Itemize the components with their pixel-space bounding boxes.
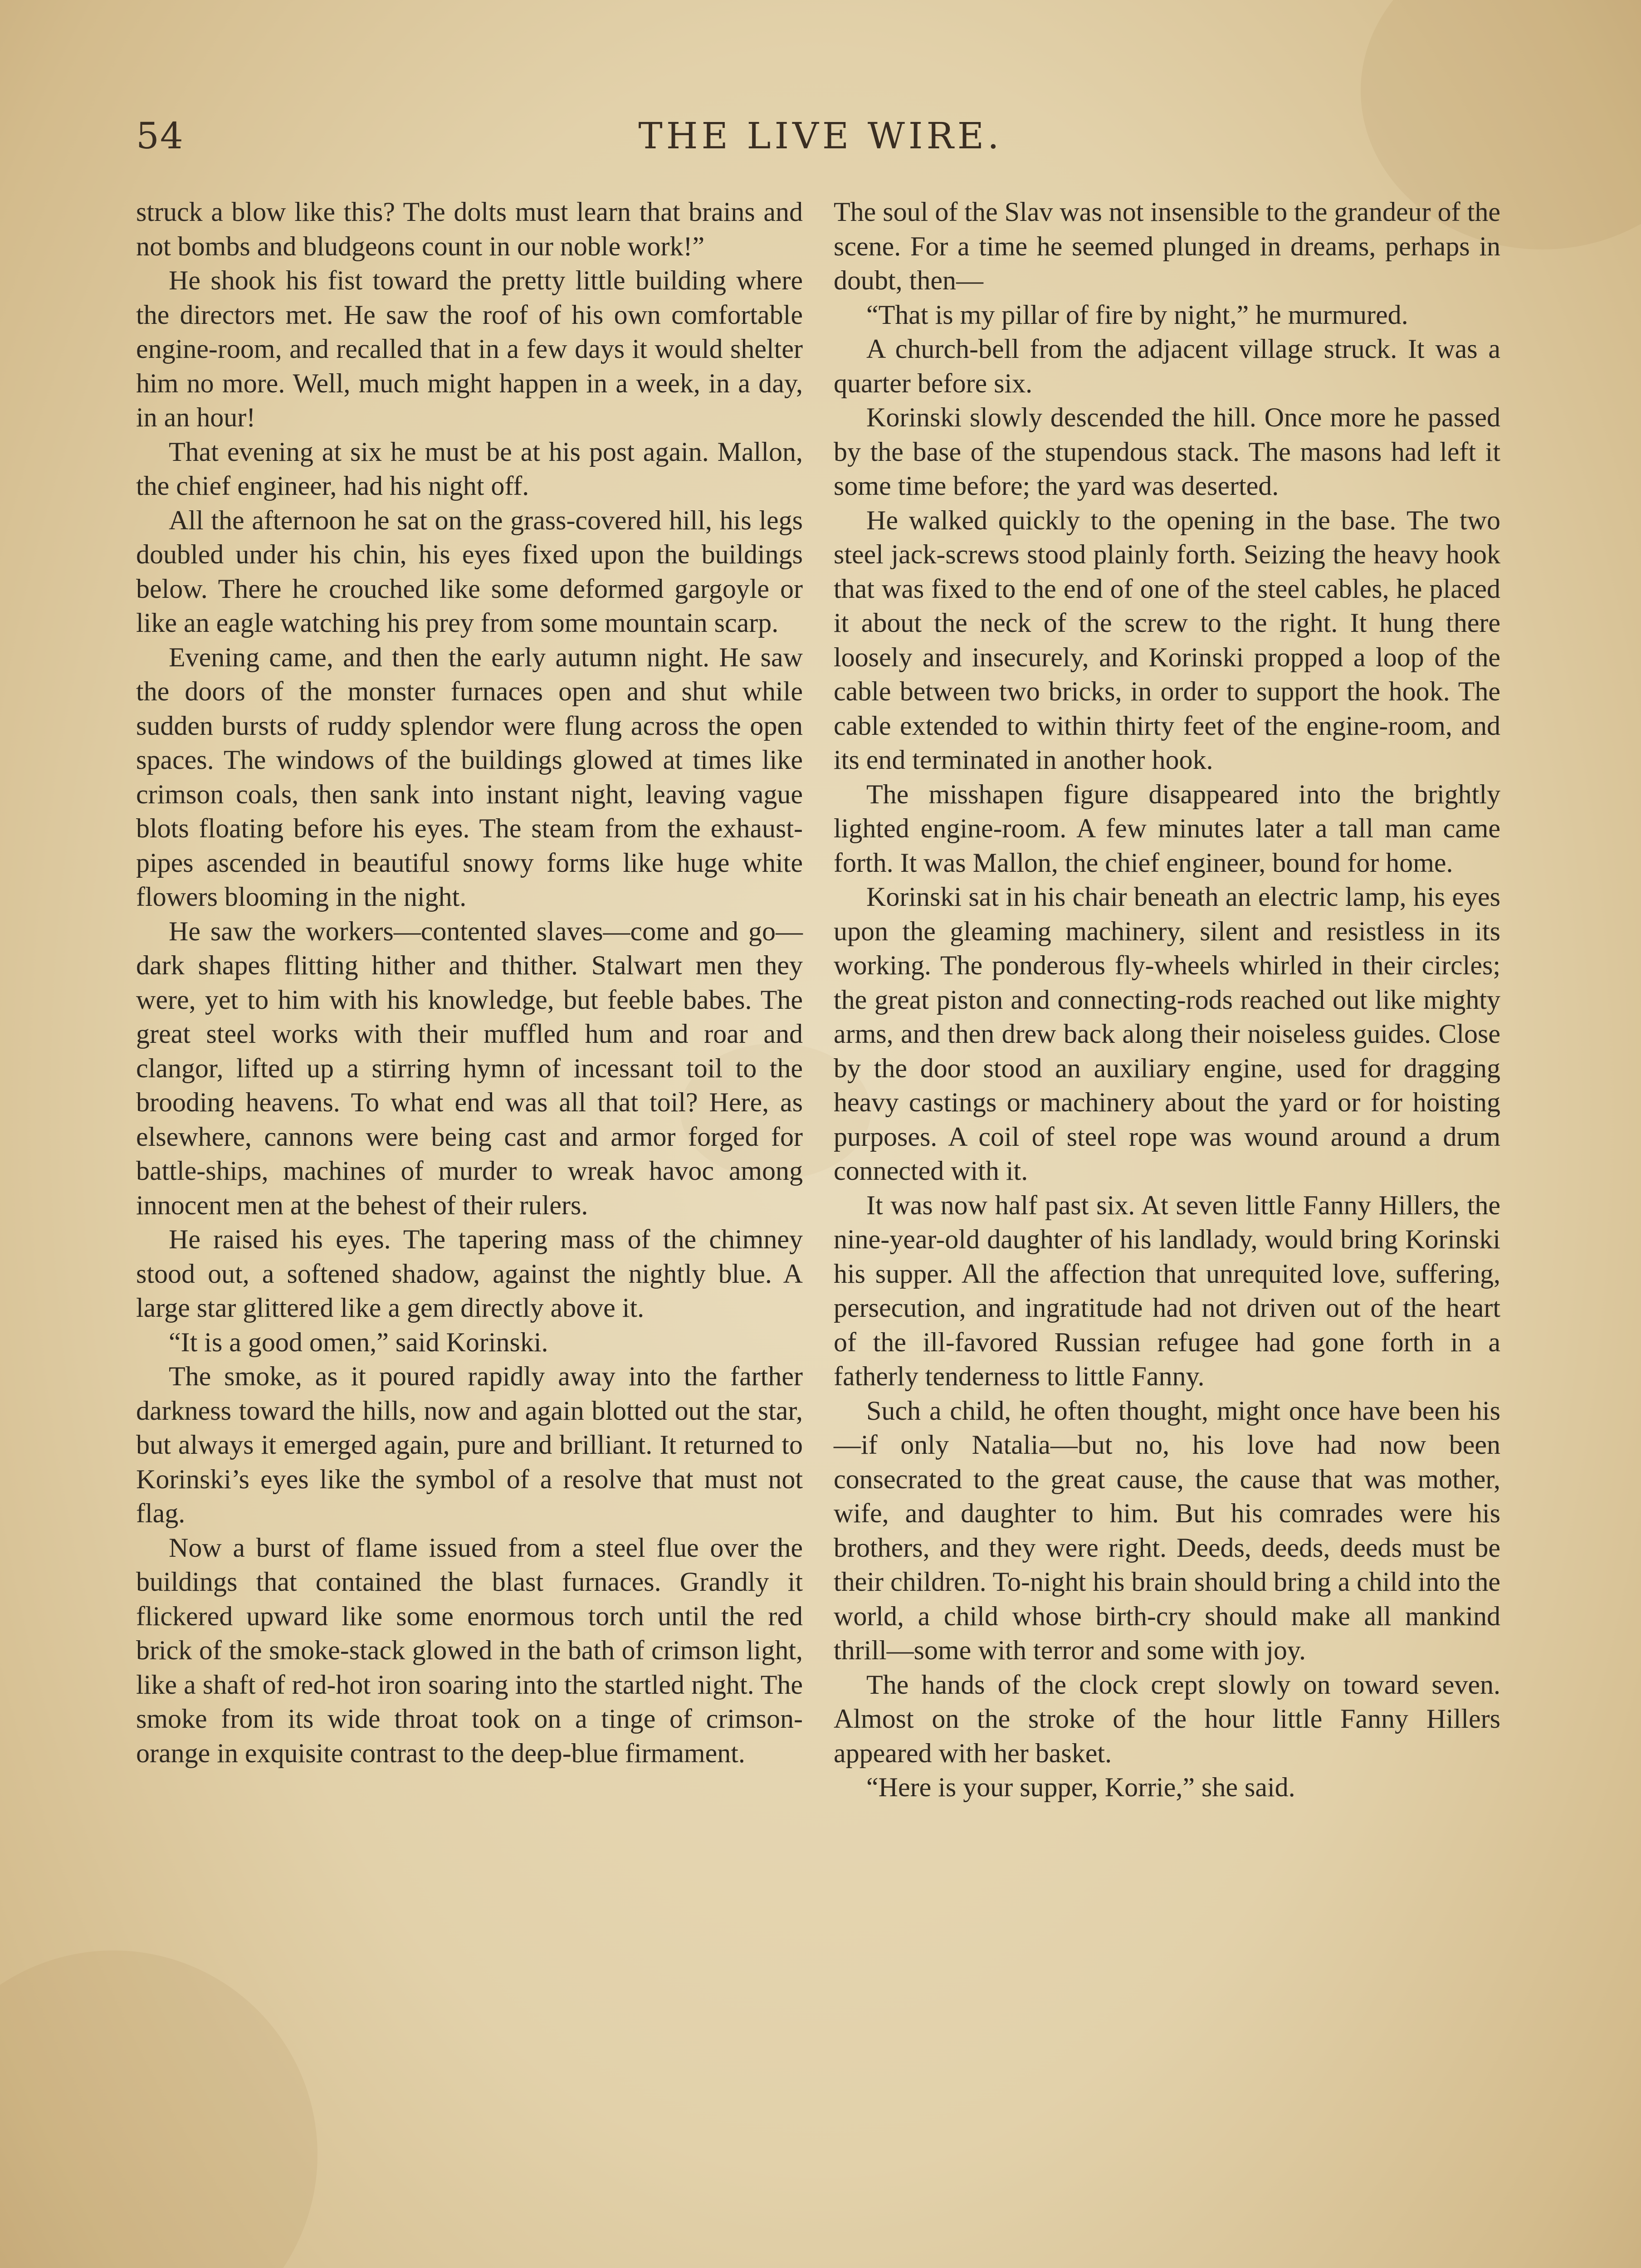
- paragraph: He shook his fist toward the pretty little building where the directors met. He saw the roof of his own comfortable engine-room, and recalled that in a few days it would shelter him no more. Well, much might happen in a week, in a day, in an hour!: [136, 265, 803, 432]
- paragraph: All the afternoon he sat on the grass-covered hill, his legs doubled under his chin, his eyes fixed upon the buildings below. There he crouched like some deformed gargoyle or like an eagle watching his prey from some mountain scarp.: [136, 505, 803, 638]
- paragraph: He saw the workers—contented slaves—come and go—dark shapes flitting hither and thither. Stalwart men they were, yet to him with his knowledge, but feeble babes. The great steel works with their muffled hum and roar and clangor, lifted up a stirring hymn of incessant toil to the brooding heavens. To what end was all that toil? Here, as elsewhere, cannons were being cast and armor forged for battle-ships, machines of murder to wreak havoc among innocent men at the behest of their rulers.: [136, 916, 803, 1220]
- page-header: [136, 113, 1505, 168]
- paragraph: That evening at six he must be at his post again. Mallon, the chief engineer, had his night off.: [136, 436, 803, 501]
- paragraph: “That is my pillar of fire by night,” he murmured.: [866, 299, 1408, 330]
- paragraph: “It is a good omen,” said Korinski.: [169, 1327, 548, 1357]
- paragraph: “Here is your supper, Korrie,” she said.: [866, 1772, 1295, 1802]
- paragraph: The misshapen figure disappeared into the brightly lighted engine-room. A few minutes later a tall man came forth. It was Mallon, the chief engineer, bound for home.: [834, 779, 1500, 878]
- paragraph: Now a burst of flame issued from a steel flue over the buildings that contained the blast furnaces. Grandly it flickered upward like some enormous torch until the red brick of the smoke-stack glowed in the bath of crimson light, like a shaft of red-hot iron soaring into the startled night. The smoke from its wide throat took on a tinge of crimson-orange in exquisite contrast to the deep-blue firmament.: [136, 1532, 803, 1768]
- paragraph: The smoke, as it poured rapidly away into the farther darkness toward the hills, now and again blotted out the star, but always it emerged again, pure and brilliant. It returned to Korinski’s eyes like the symbol of a resolve that must not flag.: [136, 1361, 803, 1528]
- right-column: [834, 195, 1500, 1805]
- paragraph: struck a blow like this? The dolts must learn that brains and not bombs and bludgeons count in our noble work!”: [136, 197, 803, 261]
- left-column: [136, 195, 803, 1770]
- paragraph: He raised his eyes. The tapering mass of the chimney stood out, a softened shadow, against the nightly blue. A large star glittered like a gem directly above it.: [136, 1224, 803, 1323]
- paragraph: Korinski sat in his chair beneath an electric lamp, his eyes upon the gleaming machinery, silent and resistless in its working. The ponderous fly-wheels whirled in their circles; the great piston and connecting-rods reached out like mighty arms, and then drew back along their noiseless guides. Close by the door stood an auxiliary engine, used for dragging heavy castings or machinery about the yard or for hoisting purposes. A coil of steel rope was wound around a drum connected with it.: [834, 882, 1500, 1186]
- paper-stain: [0, 1950, 317, 2268]
- paragraph: Such a child, he often thought, might once have been his—if only Natalia—but no, his love had now been consecrated to the great cause, the cause that was mother, wife, and daughter to him. But his comrades were his brothers, and they were right. Deeds, deeds, deeds must be their children. To-night his brain should bring a child into the world, a child whose birth-cry should make all mankind thrill—some with terror and some with joy.: [834, 1395, 1500, 1665]
- paragraph: The soul of the Slav was not insensible to the grandeur of the scene. For a time he seemed plunged in dreams, perhaps in doubt, then—: [834, 197, 1500, 295]
- paragraph: Evening came, and then the early autumn night. He saw the doors of the monster furnaces open and shut while sudden bursts of ruddy splendor were flung across the open spaces. The windows of the buildings glowed at times like crimson coals, then sank into instant night, leaving vague blots floating before his eyes. The steam from the exhaust-pipes ascended in beautiful snowy forms like huge white flowers blooming in the night.: [136, 642, 803, 912]
- running-title: THE LIVE WIRE.: [638, 115, 1003, 157]
- paragraph: He walked quickly to the opening in the base. The two steel jack-screws stood plainly forth. Seizing the heavy hook that was fixed to the end of one of the steel cables, he placed it about the neck of the screw to the right. It hung there loosely and insecurely, and Korinski propped a loop of the cable between two bricks, in order to support the hook. The cable extended to within thirty feet of the engine-room, and its end terminated in another hook.: [834, 505, 1500, 775]
- paragraph: The hands of the clock crept slowly on toward seven. Almost on the stroke of the hour little Fanny Hillers appeared with her basket.: [834, 1669, 1500, 1768]
- paragraph: It was now half past six. At seven little Fanny Hillers, the nine-year-old daughter of his landlady, would bring Korinski his supper. All the affection that unrequited love, suffering, persecution, and ingratitude had not driven out of the heart of the ill-favored Russian refugee had gone forth in a fatherly tenderness to little Fanny.: [834, 1190, 1500, 1391]
- paragraph: A church-bell from the adjacent village struck. It was a quarter before six.: [834, 334, 1500, 398]
- page-number: 54: [136, 115, 184, 157]
- paragraph: Korinski slowly descended the hill. Once more he passed by the base of the stupendous stack. The masons had left it some time before; the yard was deserted.: [834, 402, 1500, 501]
